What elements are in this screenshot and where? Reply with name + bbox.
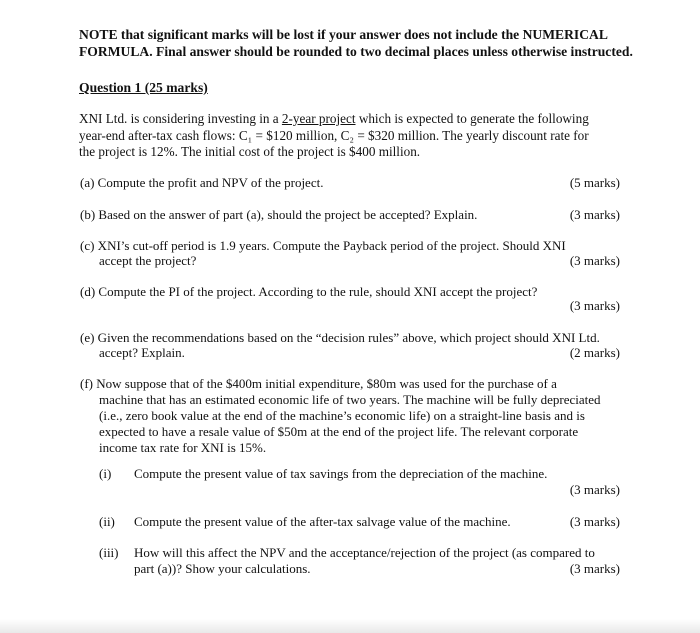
part-e-line-1: (e) Given the recommendations based on the “decision rules” above, which project should XNI Ltd. <box>80 330 600 345</box>
note-line-2: FORMULA. Final answer should be rounded to two decimal places unless otherwise instructed. <box>79 44 633 59</box>
sub-ii-label: (ii) <box>99 514 115 529</box>
intro-line-2: year-end after-tax cash flows: C₁ = $120 million, C₂ = $320 million. The yearly discount rate for <box>79 128 589 143</box>
sub-ii-text: Compute the present value of the after-tax salvage value of the machine. <box>134 514 511 529</box>
part-c-marks: (3 marks) <box>569 253 620 268</box>
part-d-line-1: (d) Compute the PI of the project. According to the rule, should XNI accept the project? <box>80 284 538 299</box>
part-f-line-3: (i.e., zero book value at the end of the machine’s economic life) on a straight-line basis and is <box>99 408 585 423</box>
part-e-marks: (2 marks) <box>569 345 620 360</box>
part-f-line-2: machine that has an estimated economic life of two years. The machine will be fully depreciated <box>99 392 601 407</box>
sub-iii-line-2: part (a))? Show your calculations. <box>134 561 311 576</box>
part-d-marks: (3 marks) <box>569 298 620 313</box>
page-bottom-shadow <box>0 619 700 633</box>
part-c-line-1: (c) XNI’s cut-off period is 1.9 years. Compute the Payback period of the project. Should XNI <box>80 238 566 253</box>
note-line-1: NOTE that significant marks will be lost if your answer does not include the NUMERICAL <box>79 27 608 42</box>
part-c-line-2: accept the project? <box>99 253 197 268</box>
part-f-line-1: (f) Now suppose that of the $400m initial expenditure, $80m was used for the purchase of a <box>80 376 557 391</box>
part-e-line-2: accept? Explain. <box>99 345 185 360</box>
intro-text-post: which is expected to generate the following <box>355 111 589 126</box>
sub-i-marks: (3 marks) <box>569 482 620 497</box>
sub-ii-marks: (3 marks) <box>569 514 620 529</box>
intro-text-pre: XNI Ltd. is considering investing in a <box>79 111 282 126</box>
part-b-text: (b) Based on the answer of part (a), should the project be accepted? Explain. <box>80 207 478 222</box>
intro-line-3: the project is 12%. The initial cost of the project is $400 million. <box>79 144 421 159</box>
part-b-marks: (3 marks) <box>569 207 620 222</box>
sub-i-text: Compute the present value of tax savings from the depreciation of the machine. <box>134 466 548 481</box>
sub-iii-label: (iii) <box>99 545 119 560</box>
intro-line-1 <box>79 110 589 127</box>
sub-i-label: (i) <box>99 466 112 481</box>
question-title: Question 1 (25 marks) <box>79 80 208 95</box>
part-a-text: (a) Compute the profit and NPV of the project. <box>80 175 324 190</box>
part-f-line-4: expected to have a resale value of $50m at the end of the project life. The relevant corporate <box>99 424 579 439</box>
sub-iii-line-1: How will this affect the NPV and the acceptance/rejection of the project (as compared to <box>134 545 595 560</box>
part-a-marks: (5 marks) <box>569 175 620 190</box>
sub-iii-marks: (3 marks) <box>569 561 620 576</box>
intro-underlined-term: 2-year project <box>281 111 356 126</box>
part-f-line-5: income tax rate for XNI is 15%. <box>99 440 267 455</box>
